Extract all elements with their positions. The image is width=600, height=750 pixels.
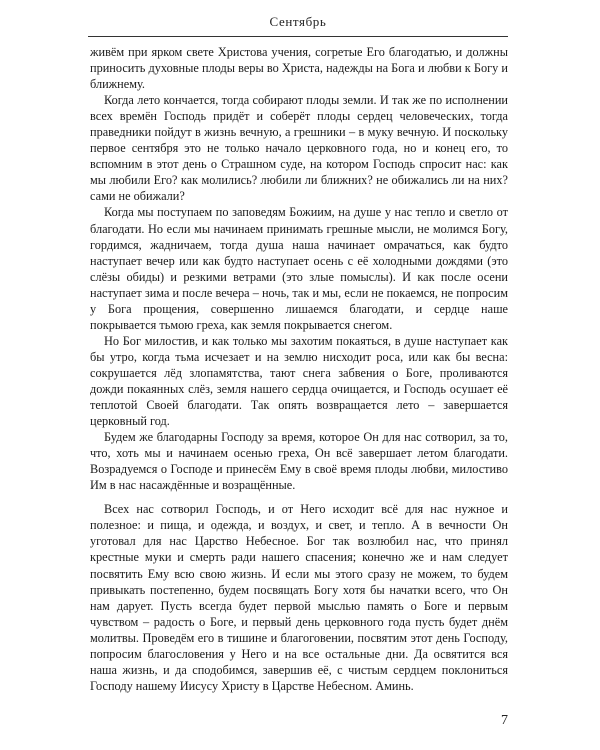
paragraph: Будем же благодарны Господу за время, которое Он для нас сотворил, за то, что, хоть мы и начинаем осенью греха, Он всё завершает летом благодати. Возрадуемся о Господе и принесём Ему в своё время плоды любви, милостиво Им в нас насаждённые и возращённые. xyxy=(90,430,508,493)
header-rule xyxy=(88,36,508,37)
page-number: 7 xyxy=(501,713,508,728)
paragraph: Но Бог милостив, и как только мы захотим покаяться, в душе наступает как бы утро, когда тьма исчезает и на землю нисходит роса, или как бы весна: сокрушается лёд злопамятства, тают снега забвения о Боге, проливаются дожди покаянных слёз, земля нашего сердца очищается, и Господь осушает её теплотой Своей благодати. Так опять возвращается лето – завершается церковный год. xyxy=(90,333,508,429)
paragraph: Всех нас сотворил Господь, и от Него исходит всё для нас нужное и полезное: и пища, и одежда, и воздух, и свет, и тепло. А в вечности Он уготовал для нас Царство Небесное. Бог так возлюбил нас, что принял крестные муки и смерть ради нашего спасения; конечно же и нам следует посвятить Ему всю свою жизнь. И если мы этого сразу не можем, то будем привыкать постепенно, будем посвящать Богу хотя бы начатки всего, что Он нам дарует. Пусть всегда будет первой мыслью память о Боге и первым чувством – радость о Боге, и первый день церковного года пусть будет днём молитвы. Проведём его в тишине и благоговении, посвятим этот день Господу, попросим благословения у Него и на все остальные дни. Да освятится вся наша жизнь, и да сподобимся, завершив её, с чистым сердцем поклониться Господу нашему Иисусу Христу в Царстве Небесном. Аминь. xyxy=(90,502,508,693)
body-text xyxy=(90,44,508,694)
paragraph-continuation: живём при ярком свете Христова учения, согретые Его благодатью, и должны приносить духовные плоды веры во Христа, надежды на Бога и любви к Богу и ближнему. xyxy=(90,45,508,92)
paragraph: Когда лето кончается, тогда собирают плоды земли. И так же по исполнении всех времён Господь придёт и соберёт плоды сердец человеческих, тогда праведники пойдут в жизнь вечную, а грешники – в муку вечную. И поскольку первое сентября это не только начало церковного года, но и конец его, то вспомним в этот день о Страшном суде, на котором Господь спросит нас: как мы любили Его? как молились? любили ли ближних? не обижались ли на них? сами не обижали? xyxy=(90,93,508,204)
paragraph: Когда мы поступаем по заповедям Божиим, на душе у нас тепло и светло от благодати. Но если мы начинаем принимать грешные мысли, не молимся Богу, гордимся, жадничаем, тогда душа наша начинает омрачаться, как будто наступает вечер или как будто наступает осень с её холодными дождями (это слёзы обиды) и резкими ветрами (это злые помыслы). И как после осени наступает зима и после вечера – ночь, так и мы, если не покаемся, не попросим у Бога прощения, совершенно лишаемся благодати, и сердце наше покрывается тьмою греха, как земля покрывается снегом. xyxy=(90,205,508,332)
running-head: Сентябрь xyxy=(269,14,327,29)
